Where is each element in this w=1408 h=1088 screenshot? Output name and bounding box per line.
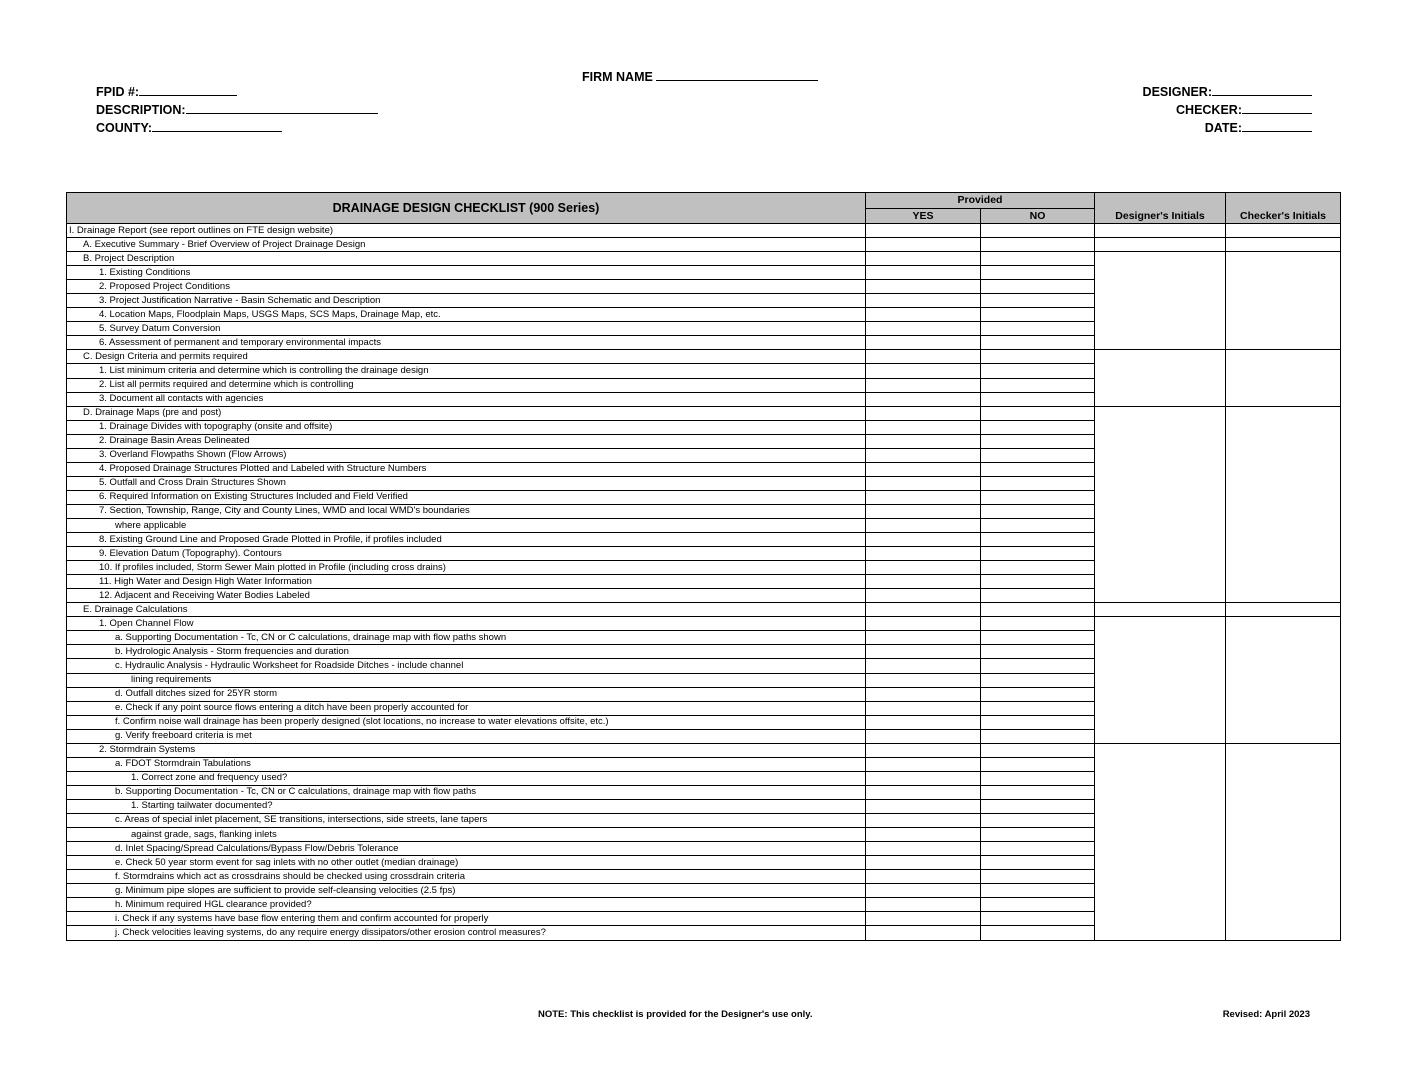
yes-cell[interactable] xyxy=(866,884,981,898)
no-cell[interactable] xyxy=(981,771,1095,785)
checklist-item-text: 9. Elevation Datum (Topography). Contours xyxy=(67,547,866,561)
fpid-label: FPID #: xyxy=(96,85,140,99)
no-cell[interactable] xyxy=(981,561,1095,575)
no-header: NO xyxy=(981,208,1095,224)
yes-cell[interactable] xyxy=(866,575,981,589)
yes-cell[interactable] xyxy=(866,294,981,308)
checklist-title: DRAINAGE DESIGN CHECKLIST (900 Series) xyxy=(67,193,866,224)
checklist-item-text: 7. Section, Township, Range, City and County Lines, WMD and local WMD's boundaries xyxy=(67,504,866,518)
no-cell[interactable] xyxy=(981,842,1095,856)
checkers-initials-cell[interactable] xyxy=(1226,350,1341,406)
checklist-item-text: g. Minimum pipe slopes are sufficient to provide self-cleansing velocities (2.5 fps) xyxy=(67,884,866,898)
no-cell[interactable] xyxy=(981,504,1095,518)
no-cell[interactable] xyxy=(981,308,1095,322)
county-field xyxy=(96,118,282,135)
no-cell[interactable] xyxy=(981,828,1095,842)
checklist-row xyxy=(67,252,1341,266)
designers-initials-cell[interactable] xyxy=(1095,603,1226,617)
checklist-item-text: 2. Proposed Project Conditions xyxy=(67,280,866,294)
no-cell[interactable] xyxy=(981,280,1095,294)
yes-cell[interactable] xyxy=(866,856,981,870)
checklist-item-text: C. Design Criteria and permits required xyxy=(67,350,866,364)
yes-cell[interactable] xyxy=(866,490,981,504)
checkers-initials-cell[interactable] xyxy=(1226,603,1341,617)
checklist-item-text: a. Supporting Documentation - Tc, CN or C calculations, drainage map with flow paths shown xyxy=(67,631,866,645)
yes-cell[interactable] xyxy=(866,448,981,462)
checklist-row xyxy=(67,617,1341,631)
checklist-item-text: lining requirements xyxy=(67,673,866,687)
checklist-item-text: 1. List minimum criteria and determine which is controlling the drainage design xyxy=(67,364,866,378)
yes-cell[interactable] xyxy=(866,926,981,941)
checklist-item-text: d. Outfall ditches sized for 25YR storm xyxy=(67,687,866,701)
checker-label: CHECKER: xyxy=(1176,103,1242,117)
yes-cell[interactable] xyxy=(866,870,981,884)
no-cell[interactable] xyxy=(981,813,1095,827)
no-cell[interactable] xyxy=(981,336,1095,350)
yes-cell[interactable] xyxy=(866,252,981,266)
checklist-item-text: 3. Document all contacts with agencies xyxy=(67,392,866,406)
yes-header: YES xyxy=(866,208,981,224)
yes-cell[interactable] xyxy=(866,687,981,701)
checkers-initials-header: Checker's Initials xyxy=(1226,193,1341,224)
designer-blank[interactable] xyxy=(1212,82,1312,96)
checkers-initials-cell[interactable] xyxy=(1226,617,1341,743)
no-cell[interactable] xyxy=(981,715,1095,729)
checklist-item-text: 1. Open Channel Flow xyxy=(67,617,866,631)
checklist-item-text: 8. Existing Ground Line and Proposed Grade Plotted in Profile, if profiles included xyxy=(67,533,866,547)
checklist-item-text: 3. Overland Flowpaths Shown (Flow Arrows) xyxy=(67,448,866,462)
designer-field xyxy=(1143,82,1312,99)
no-cell[interactable] xyxy=(981,701,1095,715)
no-cell[interactable] xyxy=(981,856,1095,870)
yes-cell[interactable] xyxy=(866,898,981,912)
checklist-item-text: 1. Drainage Divides with topography (onsite and offsite) xyxy=(67,420,866,434)
checklist-body xyxy=(67,224,1341,941)
no-cell[interactable] xyxy=(981,645,1095,659)
no-cell[interactable] xyxy=(981,603,1095,617)
checkers-initials-cell[interactable] xyxy=(1226,743,1341,940)
no-cell[interactable] xyxy=(981,406,1095,420)
yes-cell[interactable] xyxy=(866,813,981,827)
checklist-item-text: g. Verify freeboard criteria is met xyxy=(67,729,866,743)
no-cell[interactable] xyxy=(981,926,1095,941)
date-field xyxy=(1205,118,1312,135)
yes-cell[interactable] xyxy=(866,631,981,645)
no-cell[interactable] xyxy=(981,490,1095,504)
checklist-row xyxy=(67,224,1341,238)
checklist-item-text: c. Areas of special inlet placement, SE transitions, intersections, side streets, lane tapers xyxy=(67,813,866,827)
checklist-item-text: 4. Proposed Drainage Structures Plotted and Labeled with Structure Numbers xyxy=(67,462,866,476)
description-label: DESCRIPTION: xyxy=(96,103,186,117)
firm-name-label: FIRM NAME xyxy=(582,70,653,84)
yes-cell[interactable] xyxy=(866,771,981,785)
yes-cell[interactable] xyxy=(866,561,981,575)
yes-cell[interactable] xyxy=(866,308,981,322)
yes-cell[interactable] xyxy=(866,266,981,280)
fpid-blank[interactable] xyxy=(139,82,237,96)
yes-cell[interactable] xyxy=(866,785,981,799)
yes-cell[interactable] xyxy=(866,799,981,813)
no-cell[interactable] xyxy=(981,266,1095,280)
yes-cell[interactable] xyxy=(866,912,981,926)
checklist-item-text: 1. Starting tailwater documented? xyxy=(67,799,866,813)
no-cell[interactable] xyxy=(981,448,1095,462)
checklist-item-text: B. Project Description xyxy=(67,252,866,266)
yes-cell[interactable] xyxy=(866,645,981,659)
no-cell[interactable] xyxy=(981,870,1095,884)
yes-cell[interactable] xyxy=(866,701,981,715)
yes-cell[interactable] xyxy=(866,350,981,364)
checkers-initials-cell[interactable] xyxy=(1226,224,1341,238)
date-label: DATE: xyxy=(1204,121,1242,135)
fpid-field xyxy=(96,82,237,99)
checklist-item-text: 5. Outfall and Cross Drain Structures Shown xyxy=(67,476,866,490)
yes-cell[interactable] xyxy=(866,743,981,757)
county-label: COUNTY: xyxy=(96,121,153,135)
no-cell[interactable] xyxy=(981,350,1095,364)
checklist-item-text: 6. Required Information on Existing Structures Included and Field Verified xyxy=(67,490,866,504)
yes-cell[interactable] xyxy=(866,547,981,561)
checklist-row xyxy=(67,743,1341,757)
yes-cell[interactable] xyxy=(866,378,981,392)
yes-cell[interactable] xyxy=(866,659,981,673)
checklist-row xyxy=(67,603,1341,617)
checklist-item-text: 2. List all permits required and determine which is controlling xyxy=(67,378,866,392)
no-cell[interactable] xyxy=(981,575,1095,589)
yes-cell[interactable] xyxy=(866,420,981,434)
yes-cell[interactable] xyxy=(866,364,981,378)
yes-cell[interactable] xyxy=(866,224,981,238)
no-cell[interactable] xyxy=(981,518,1095,532)
drainage-checklist-table xyxy=(66,192,1341,941)
checklist-item-text: 5. Survey Datum Conversion xyxy=(67,322,866,336)
no-cell[interactable] xyxy=(981,322,1095,336)
checklist-item-text: b. Hydrologic Analysis - Storm frequencies and duration xyxy=(67,645,866,659)
checker-field xyxy=(1176,100,1312,117)
checklist-item-text: j. Check velocities leaving systems, do any require energy dissipators/other erosion control measures? xyxy=(67,926,866,941)
no-cell[interactable] xyxy=(981,729,1095,743)
yes-cell[interactable] xyxy=(866,504,981,518)
county-blank[interactable] xyxy=(152,118,282,132)
checklist-item-text: 11. High Water and Design High Water Information xyxy=(67,575,866,589)
no-cell[interactable] xyxy=(981,364,1095,378)
checklist-item-text: where applicable xyxy=(67,518,866,532)
checklist-item-text: a. FDOT Stormdrain Tabulations xyxy=(67,757,866,771)
firm-name-blank[interactable] xyxy=(656,67,818,81)
designers-initials-cell[interactable] xyxy=(1095,224,1226,238)
no-cell[interactable] xyxy=(981,533,1095,547)
checklist-item-text: 2. Drainage Basin Areas Delineated xyxy=(67,434,866,448)
checklist-row xyxy=(67,406,1341,420)
checklist-item-text: i. Check if any systems have base flow entering them and confirm accounted for properly xyxy=(67,912,866,926)
checklist-item-text: A. Executive Summary - Brief Overview of Project Drainage Design xyxy=(67,238,866,252)
checklist-row xyxy=(67,238,1341,252)
yes-cell[interactable] xyxy=(866,842,981,856)
no-cell[interactable] xyxy=(981,743,1095,757)
no-cell[interactable] xyxy=(981,238,1095,252)
yes-cell[interactable] xyxy=(866,434,981,448)
yes-cell[interactable] xyxy=(866,476,981,490)
description-field xyxy=(96,100,378,117)
checklist-item-text: E. Drainage Calculations xyxy=(67,603,866,617)
designers-initials-cell[interactable] xyxy=(1095,238,1226,252)
no-cell[interactable] xyxy=(981,547,1095,561)
revised-date: Revised: April 2023 xyxy=(1222,1009,1310,1020)
yes-cell[interactable] xyxy=(866,757,981,771)
no-cell[interactable] xyxy=(981,294,1095,308)
yes-cell[interactable] xyxy=(866,322,981,336)
designers-initials-cell[interactable] xyxy=(1095,743,1226,940)
checklist-item-text: h. Minimum required HGL clearance provided? xyxy=(67,898,866,912)
no-cell[interactable] xyxy=(981,420,1095,434)
description-blank[interactable] xyxy=(186,100,378,114)
no-cell[interactable] xyxy=(981,631,1095,645)
no-cell[interactable] xyxy=(981,462,1095,476)
designer-label: DESIGNER: xyxy=(1142,85,1212,99)
checklist-item-text: e. Check 50 year storm event for sag inlets with no other outlet (median drainage) xyxy=(67,856,866,870)
checklist-item-text: c. Hydraulic Analysis - Hydraulic Worksheet for Roadside Ditches - include channel xyxy=(67,659,866,673)
yes-cell[interactable] xyxy=(866,729,981,743)
yes-cell[interactable] xyxy=(866,673,981,687)
designers-initials-cell[interactable] xyxy=(1095,350,1226,406)
no-cell[interactable] xyxy=(981,392,1095,406)
no-cell[interactable] xyxy=(981,799,1095,813)
date-blank[interactable] xyxy=(1242,118,1312,132)
checklist-item-text: 1. Correct zone and frequency used? xyxy=(67,771,866,785)
yes-cell[interactable] xyxy=(866,392,981,406)
checkers-initials-cell[interactable] xyxy=(1226,238,1341,252)
designers-initials-header: Designer's Initials xyxy=(1095,193,1226,224)
no-cell[interactable] xyxy=(981,252,1095,266)
firm-name-field xyxy=(582,67,818,84)
no-cell[interactable] xyxy=(981,898,1095,912)
no-cell[interactable] xyxy=(981,884,1095,898)
designers-initials-cell[interactable] xyxy=(1095,406,1226,603)
checklist-item-text: 6. Assessment of permanent and temporary environmental impacts xyxy=(67,336,866,350)
designers-initials-cell[interactable] xyxy=(1095,252,1226,350)
checklist-item-text: f. Stormdrains which act as crossdrains should be checked using crossdrain criteria xyxy=(67,870,866,884)
yes-cell[interactable] xyxy=(866,589,981,603)
checklist-item-text: 3. Project Justification Narrative - Basin Schematic and Description xyxy=(67,294,866,308)
yes-cell[interactable] xyxy=(866,336,981,350)
yes-cell[interactable] xyxy=(866,828,981,842)
yes-cell[interactable] xyxy=(866,462,981,476)
footer-note: NOTE: This checklist is provided for the Designer's use only. xyxy=(538,1009,813,1020)
no-cell[interactable] xyxy=(981,912,1095,926)
yes-cell[interactable] xyxy=(866,280,981,294)
no-cell[interactable] xyxy=(981,434,1095,448)
checklist-item-text: D. Drainage Maps (pre and post) xyxy=(67,406,866,420)
checklist-item-text: e. Check if any point source flows entering a ditch have been properly accounted for xyxy=(67,701,866,715)
yes-cell[interactable] xyxy=(866,617,981,631)
yes-cell[interactable] xyxy=(866,518,981,532)
yes-cell[interactable] xyxy=(866,406,981,420)
checklist-item-text: 12. Adjacent and Receiving Water Bodies Labeled xyxy=(67,589,866,603)
checker-blank[interactable] xyxy=(1242,100,1312,114)
checklist-item-text: 4. Location Maps, Floodplain Maps, USGS Maps, SCS Maps, Drainage Map, etc. xyxy=(67,308,866,322)
checklist-item-text: f. Confirm noise wall drainage has been properly designed (slot locations, no increase to water elevations offsite, etc.) xyxy=(67,715,866,729)
checklist-item-text: d. Inlet Spacing/Spread Calculations/Bypass Flow/Debris Tolerance xyxy=(67,842,866,856)
yes-cell[interactable] xyxy=(866,603,981,617)
checklist-item-text: 1. Existing Conditions xyxy=(67,266,866,280)
no-cell[interactable] xyxy=(981,757,1095,771)
designers-initials-cell[interactable] xyxy=(1095,617,1226,743)
checkers-initials-cell[interactable] xyxy=(1226,252,1341,350)
no-cell[interactable] xyxy=(981,378,1095,392)
no-cell[interactable] xyxy=(981,617,1095,631)
checklist-item-text: I. Drainage Report (see report outlines on FTE design website) xyxy=(67,224,866,238)
checkers-initials-cell[interactable] xyxy=(1226,406,1341,603)
provided-header: Provided xyxy=(866,193,1095,209)
no-cell[interactable] xyxy=(981,673,1095,687)
checklist-item-text: against grade, sags, flanking inlets xyxy=(67,828,866,842)
yes-cell[interactable] xyxy=(866,715,981,729)
yes-cell[interactable] xyxy=(866,238,981,252)
checklist-item-text: 10. If profiles included, Storm Sewer Main plotted in Profile (including cross drains) xyxy=(67,561,866,575)
no-cell[interactable] xyxy=(981,224,1095,238)
no-cell[interactable] xyxy=(981,687,1095,701)
yes-cell[interactable] xyxy=(866,533,981,547)
checklist-item-text: b. Supporting Documentation - Tc, CN or C calculations, drainage map with flow paths xyxy=(67,785,866,799)
checklist-item-text: 2. Stormdrain Systems xyxy=(67,743,866,757)
no-cell[interactable] xyxy=(981,476,1095,490)
no-cell[interactable] xyxy=(981,589,1095,603)
checklist-row xyxy=(67,350,1341,364)
no-cell[interactable] xyxy=(981,659,1095,673)
no-cell[interactable] xyxy=(981,785,1095,799)
